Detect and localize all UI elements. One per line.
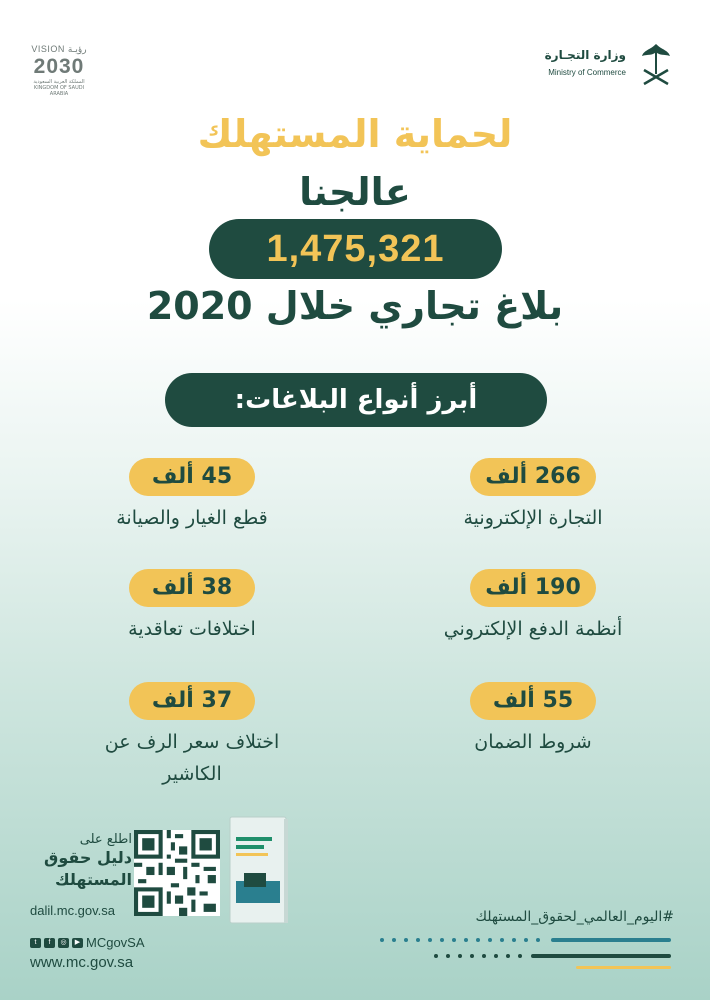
headline-line3: بلاغ تجاري خلال 2020 bbox=[146, 284, 564, 328]
stat-value: 37 ألف bbox=[129, 682, 255, 720]
stat-label: شروط الضمان bbox=[474, 731, 592, 753]
vision-2030-logo bbox=[28, 44, 90, 97]
stat-value: 266 ألف bbox=[470, 458, 596, 496]
headline-line1: لحماية المستهلك bbox=[197, 112, 513, 156]
ministry-name-en: Ministry of Commerce bbox=[548, 68, 626, 77]
vision-label: VISION رؤيـة bbox=[31, 44, 87, 54]
facebook-icon[interactable]: f bbox=[44, 938, 55, 948]
stat-label: اختلاف سعر الرف عن الكاشير bbox=[104, 731, 280, 785]
types-title: أبرز أنواع البلاغات: bbox=[234, 385, 478, 415]
count-value: 1,475,321 bbox=[266, 227, 445, 270]
twitter-icon[interactable]: t bbox=[30, 938, 41, 948]
stat-label: التجارة الإلكترونية bbox=[463, 507, 603, 529]
stat-value: 190 ألف bbox=[470, 569, 596, 607]
youtube-icon[interactable]: ▶ bbox=[72, 938, 83, 948]
ministry-logo bbox=[526, 40, 676, 96]
stat-contract-disputes bbox=[62, 569, 322, 645]
decorative-dots bbox=[376, 932, 676, 972]
guide-book-icon bbox=[228, 815, 290, 927]
stat-price-difference bbox=[62, 682, 322, 790]
stat-ecommerce bbox=[403, 458, 663, 534]
types-title-pill bbox=[165, 373, 547, 427]
vision-year: 2030 bbox=[33, 55, 85, 78]
stat-value: 55 ألف bbox=[470, 682, 596, 720]
stat-label: قطع الغيار والصيانة bbox=[116, 507, 268, 529]
vision-subtitle: المملكة العربية السعودية KINGDOM OF SAUDI ARABIA bbox=[33, 79, 85, 97]
guide-promo bbox=[32, 832, 132, 891]
hashtag: #اليوم_العالمي_لحقوق_المستهلك bbox=[475, 909, 674, 925]
stat-label: أنظمة الدفع الإلكتروني bbox=[443, 618, 623, 640]
guide-title-2: المستهلك bbox=[54, 870, 132, 889]
guide-title-1: دليل حقوق bbox=[44, 848, 132, 867]
stat-payment-systems bbox=[403, 569, 663, 645]
stat-value: 45 ألف bbox=[129, 458, 255, 496]
instagram-icon[interactable]: ◎ bbox=[58, 938, 69, 948]
headline-line2: عالجنا bbox=[299, 170, 411, 214]
qr-code[interactable] bbox=[134, 830, 220, 916]
website-link[interactable]: www.mc.gov.sa bbox=[30, 954, 134, 971]
stat-warranty bbox=[403, 682, 663, 758]
saudi-emblem-icon bbox=[636, 40, 676, 92]
ministry-name-ar: وزارة التجـارة bbox=[544, 48, 626, 62]
social-links bbox=[30, 935, 145, 950]
see-text: اطلع على bbox=[79, 832, 132, 847]
count-pill bbox=[209, 219, 502, 279]
guide-url[interactable]: dalil.mc.gov.sa bbox=[30, 903, 116, 918]
stat-value: 38 ألف bbox=[129, 569, 255, 607]
stat-spare-parts bbox=[62, 458, 322, 534]
social-handle[interactable]: MCgovSA bbox=[86, 935, 145, 950]
stat-label: اختلافات تعاقدية bbox=[128, 618, 256, 640]
